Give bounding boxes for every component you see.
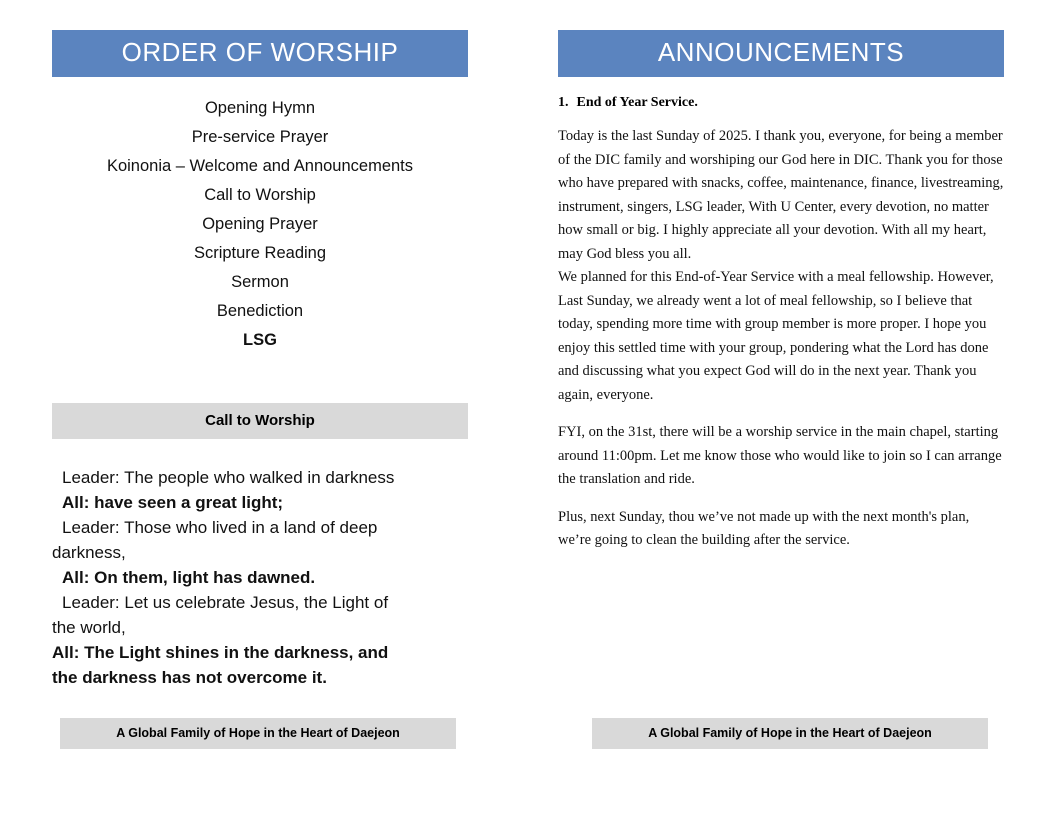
- call-to-worship-subheader: Call to Worship: [52, 403, 468, 439]
- order-item: Pre-service Prayer: [191, 128, 329, 146]
- reading-line: Leader: The people who walked in darkness: [62, 468, 395, 487]
- reading-line: darkness,: [52, 543, 126, 562]
- order-item: Scripture Reading: [193, 244, 327, 262]
- footer-tagline-right: A Global Family of Hope in the Heart of Daejeon: [592, 718, 988, 749]
- announcements-banner: ANNOUNCEMENTS: [558, 30, 1004, 77]
- responsive-reading: [52, 465, 468, 690]
- reading-line: the world,: [52, 618, 126, 637]
- order-item: Call to Worship: [204, 186, 316, 204]
- announcement-title: End of Year Service.: [576, 95, 698, 110]
- reading-line: All: The Light shines in the darkness, and: [52, 643, 389, 662]
- reading-line: All: On them, light has dawned.: [62, 568, 316, 587]
- footer-tagline-left: A Global Family of Hope in the Heart of Daejeon: [60, 718, 456, 749]
- announcement-heading: [558, 95, 1004, 111]
- order-item: Benediction: [216, 302, 304, 320]
- order-item: LSG: [243, 331, 277, 349]
- announcement-paragraph: FYI, on the 31st, there will be a worship service in the main chapel, starting around 11:00pm. Let me know those who would like to join so I can arrange the translation and ride.: [558, 424, 1002, 487]
- announcement-number: 1.: [558, 95, 569, 110]
- announcement-paragraph: We planned for this End-of-Year Service with a meal fellowship. However, Last Sunday, we already went a lot of meal fellowship, so I believe that today, spending more time with group member is more proper. I hope you enjoy this settled time with your group, pondering what the Lord has done and discussing what you expect God will do in the next year. Thank you again, everyone.: [558, 269, 994, 403]
- reading-line: Leader: Let us celebrate Jesus, the Light of: [62, 593, 389, 612]
- reading-line: Leader: Those who lived in a land of deep: [62, 518, 378, 537]
- order-item: Opening Hymn: [204, 99, 316, 117]
- announcement-body: [558, 125, 1004, 553]
- reading-line: the darkness has not overcome it.: [52, 668, 327, 687]
- announcement-paragraph: Plus, next Sunday, thou we’ve not made up with the next month's plan, we’re going to clean the building after the service.: [558, 508, 970, 548]
- reading-line: All: have seen a great light;: [62, 493, 284, 512]
- order-of-worship-banner: ORDER OF WORSHIP: [52, 30, 468, 77]
- order-item: Opening Prayer: [202, 215, 318, 233]
- order-item: Sermon: [231, 273, 289, 291]
- announcements-column: [528, 0, 1056, 816]
- order-of-worship-list: [52, 94, 468, 355]
- announcement-paragraph: Today is the last Sunday of 2025. I thank you, everyone, for being a member of the DIC family and worshiping our God here in DIC. Thank you for those who have prepared with snacks, coffee, maintenance, finance, livestreaming, instrument, singers, LSG leader, With U Center, every devotion, no matter how small or big. I highly appreciate all your devotion. With all my heart, may God bless you all.: [558, 128, 1004, 262]
- order-item: Koinonia – Welcome and Announcements: [106, 157, 414, 175]
